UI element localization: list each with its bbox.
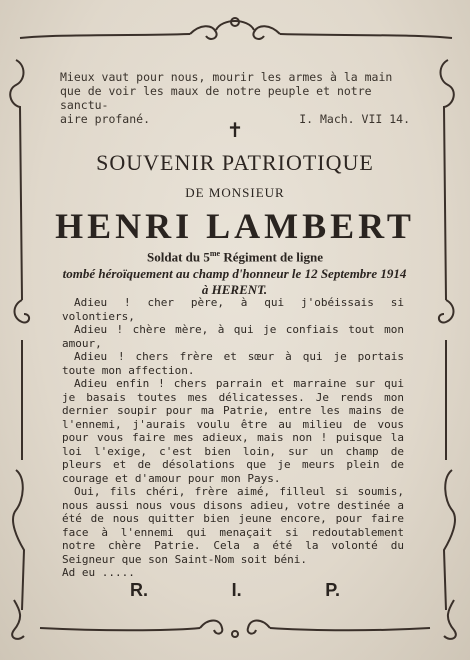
epigraph-line: aire profané. — [60, 112, 151, 126]
epigraph-line: Mieux vaut pour nous, mourir les armes à la main — [60, 70, 393, 84]
farewell-paragraph: Adieu ! chers frère et sœur à qui je portais toute mon affection. — [62, 350, 404, 377]
farewell-paragraph: Adieu ! cher père, à qui j'obéissais si volontiers, — [62, 296, 404, 323]
farewell-paragraph: Adieu ! chère mère, à qui je confiais tout mon amour, — [62, 323, 404, 350]
rip-letter: R. — [130, 580, 148, 600]
soldier-suffix: Régiment de ligne — [220, 249, 323, 265]
rip-letter: P. — [325, 580, 340, 600]
card-title: SOUVENIR PATRIOTIQUE — [96, 150, 374, 175]
rip-letter: I. — [231, 580, 242, 600]
cross-icon: ✝ — [226, 118, 244, 142]
epigraph-line: que de voir les maux de notre peuple et notre sanctu- — [60, 84, 372, 112]
rip — [130, 580, 340, 601]
epigraph-reference: I. Mach. VII 14. — [299, 112, 410, 126]
farewell-paragraph: Oui, fils chéri, frère aimé, filleul si soumis, nous aussi nous vous disons adieu, votre destinée a été de nous quitter bien jeune encore, pour faire face à l'ennemi qui menaçait si redoutablement notre chère Patrie. Cela a été la volonté du Seigneur que son Saint-Nom soit béni. — [62, 485, 404, 566]
farewell-paragraph: Ad eu ..... — [62, 566, 135, 579]
soldier-rank — [0, 249, 470, 265]
deceased-name: HENRI LAMBERT — [55, 206, 415, 246]
soldier-prefix: Soldat du 5 — [147, 249, 210, 265]
fallen-line: tombé héroïquement au champ d'honneur le 12 Septembre 1914 à HERENT. — [62, 266, 407, 297]
farewell-text — [62, 296, 404, 580]
farewell-paragraph: Adieu enfin ! chers parrain et marraine sur qui je basais toutes mes délicatesses. Je rends mon dernier soupir pour ma Patrie, entre les mains de l'ennemi, j'aurais voulu être au milieu de vous pour vous faire mes adieux, mais non ! puisque la loi l'exige, c'est bien loin, sur un champ de pleurs et de désolations que je meurs plein de courage et d'amour pour mon Pays. — [62, 377, 404, 485]
card-subtitle: DE MONSIEUR — [185, 185, 285, 200]
soldier-sup: me — [209, 249, 221, 258]
